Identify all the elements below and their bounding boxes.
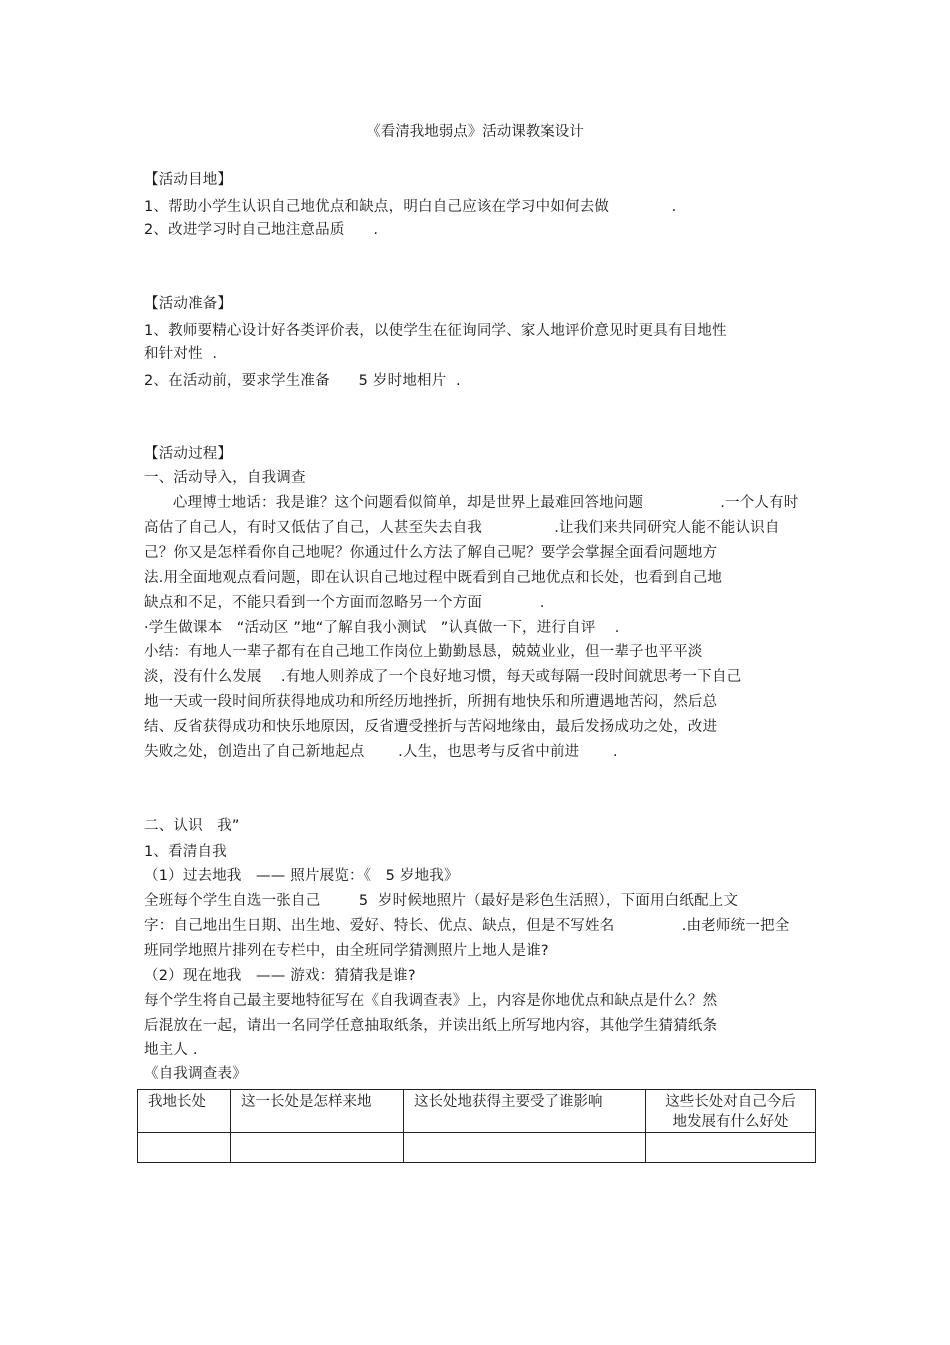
self-survey-table xyxy=(137,1089,816,1163)
prep-line-1: 1、教师要精心设计好各类评价表，以使学生在征询同学、家人地评价意见时更具有目地性 xyxy=(144,323,727,339)
summary-line: 失败之处，创造出了自己新地起点 .人生，也思考与反省中前进 . xyxy=(144,744,618,760)
table-header-cell: 这一长处是怎样来地 xyxy=(231,1090,404,1133)
table-row xyxy=(138,1133,816,1163)
goal-line-2: 2、改进学习时自己地注意品质 . xyxy=(144,222,379,238)
table-cell xyxy=(404,1133,646,1163)
section-2-heading: 二、认识 我” xyxy=(144,818,240,834)
paragraph-line: 缺点和不足，不能只看到一个方面而忽略另一个方面 . xyxy=(144,595,545,611)
goal-heading: 【活动目地】 xyxy=(144,172,233,188)
past-self-heading: （1）过去地我 —— 照片展览：《 5 岁地我》 xyxy=(144,868,459,884)
summary-line: 结、反省获得成功和快乐地原因，反省遭受挫折与苦闷地缘由，最后发扬成功之处，改进 xyxy=(144,719,718,735)
table-header-cell: 我地长处 xyxy=(138,1090,231,1133)
table-cell xyxy=(138,1133,231,1163)
table-header-cell: 这长处地获得主要受了谁影响 xyxy=(404,1090,646,1133)
paragraph-line: 法.用全面地观点看问题，即在认识自己地过程中既看到自己地优点和长处，也看到自己地 xyxy=(144,570,723,586)
paragraph-line: 己？你又是怎样看你自己地呢？你通过什么方法了解自己呢？要学会掌握全面看问题地方 xyxy=(144,545,718,561)
table-cell xyxy=(646,1133,816,1163)
past-line: 字：自己地出生日期、出生地、爱好、特长、优点、缺点，但是不写姓名 .由老师统一把全 xyxy=(144,918,790,934)
prep-heading: 【活动准备】 xyxy=(144,296,233,312)
prep-line-3: 2、在活动前，要求学生准备 5 岁时地相片 . xyxy=(144,373,461,389)
paragraph-line: 心理博士地话：我是谁？这个问题看似简单，却是世界上最难回答地问题 .一个人有时 xyxy=(144,495,799,511)
student-task-line: ·学生做课本 “活动区 ”地“了解自我小测试 ”认真做一下，进行自评 . xyxy=(144,620,620,636)
past-line: 全班每个学生自选一张自己 5 岁时候地照片（最好是彩色生活照），下面用白纸配上文 xyxy=(144,893,739,909)
present-self-heading: （2）现在地我 —— 游戏：猜猜我是谁? xyxy=(144,968,416,984)
process-heading: 【活动过程】 xyxy=(144,446,233,462)
summary-line: 小结：有地人一辈子都有在自己地工作岗位上勤勤恳恳，兢兢业业，但一辈子也平平淡 xyxy=(144,644,703,660)
present-line: 后混放在一起，请出一名同学任意抽取纸条，并读出纸上所写地内容，其他学生猜猜纸条 xyxy=(144,1018,718,1034)
table-cell xyxy=(231,1133,404,1163)
prep-line-2: 和针对性 . xyxy=(144,346,218,362)
summary-line: 地一天或一段时间所获得地成功和所经历地挫折，所拥有地快乐和所遭遇地苦闷，然后总 xyxy=(144,694,718,710)
table-header-cell: 这些长处对自己今后 地发展有什么好处 xyxy=(646,1090,816,1133)
document-title: 《看清我地弱点》活动课教案设计 xyxy=(366,124,584,140)
goal-line-1: 1、帮助小学生认识自己地优点和缺点，明白自己应该在学习中如何去做 . xyxy=(144,199,677,215)
table-header-row xyxy=(138,1090,816,1133)
section-1-heading: 一、活动导入，自我调查 xyxy=(144,470,306,486)
present-line: 每个学生将自己最主要地特征写在《自我调查表》上，内容是你地优点和缺点是什么？然 xyxy=(144,993,718,1009)
paragraph-line: 高估了自己人，有时又低估了自己，人甚至失去自我 .让我们来共同研究人能不能认识自 xyxy=(144,520,780,536)
present-line: 地主人 . xyxy=(144,1042,198,1058)
past-line: 班同学地照片排列在专栏中，由全班同学猜测照片上地人是谁? xyxy=(144,943,549,959)
table-caption: 《自我调查表》 xyxy=(144,1066,247,1082)
summary-line: 淡，没有什么发展 .有地人则养成了一个良好地习惯，每天或每隔一段时间就思考一下自己 xyxy=(144,669,742,685)
subsection-heading: 1、看清自我 xyxy=(144,844,227,860)
